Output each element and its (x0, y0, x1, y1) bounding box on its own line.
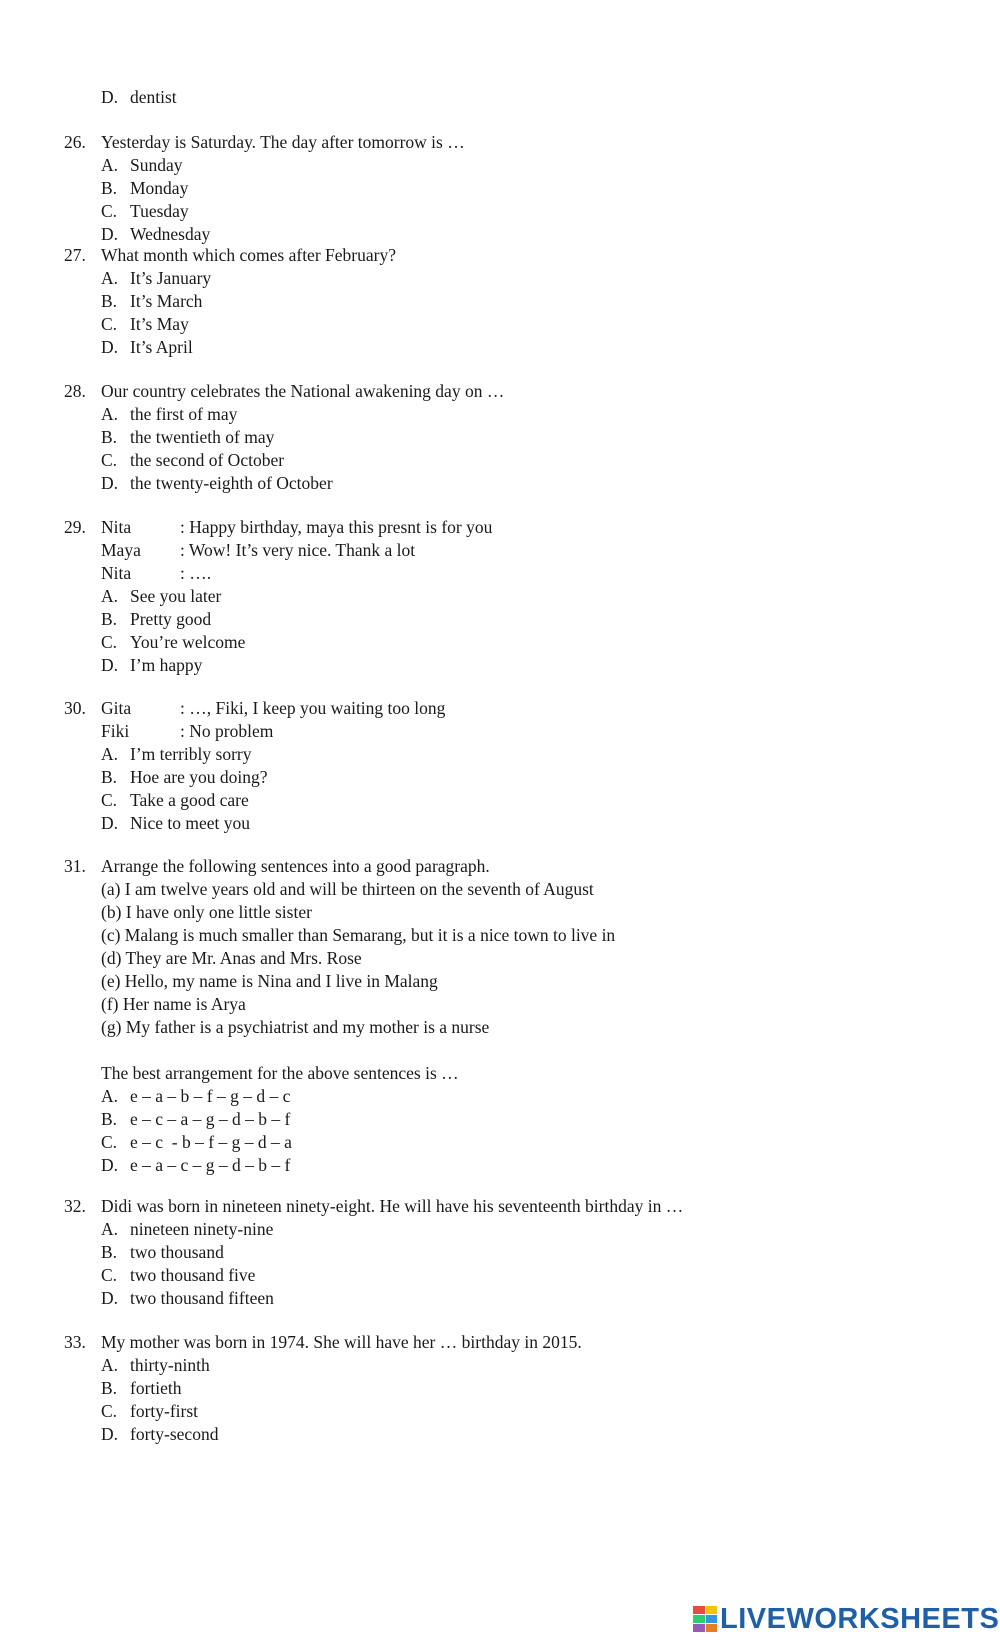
option-letter: C. (101, 314, 118, 334)
option-text: I’m terribly sorry (130, 744, 252, 764)
option-text: e – a – b – f – g – d – c (130, 1086, 291, 1106)
option-text: thirty-ninth (130, 1355, 210, 1375)
option-letter: D. (101, 473, 119, 493)
option-letter: B. (101, 1378, 118, 1398)
option-text: Sunday (130, 155, 183, 175)
option-letter: B. (101, 178, 118, 198)
option-text: e – c - b – f – g – d – a (130, 1132, 292, 1152)
option-text: It’s May (130, 314, 189, 334)
option-letter: D. (101, 813, 119, 833)
option-letter: B. (101, 1242, 118, 1262)
option-letter: C. (101, 201, 118, 221)
option-text: two thousand fifteen (130, 1288, 274, 1308)
option-text: two thousand (130, 1242, 224, 1262)
option-letter: C. (101, 450, 118, 470)
question-stem: My mother was born in 1974. She will have her … birthday in 2015. (101, 1332, 582, 1352)
option-letter: D. (101, 1288, 119, 1308)
sentence-item: (c) Malang is much smaller than Semarang, but it is a nice town to live in (101, 925, 616, 945)
option-text: Nice to meet you (130, 813, 251, 833)
option-letter: A. (101, 1086, 119, 1106)
option-letter: A. (101, 1219, 119, 1239)
option-text: the twenty-eighth of October (130, 473, 333, 493)
question-number: 26. (64, 132, 86, 152)
sentence-item: (b) I have only one little sister (101, 902, 312, 922)
question-number: 27. (64, 245, 86, 265)
question-stem: Yesterday is Saturday. The day after tomorrow is … (101, 132, 465, 152)
dialogue-speaker: Gita (101, 698, 132, 718)
option-letter: D. (101, 337, 119, 357)
option-letter: C. (101, 1132, 118, 1152)
option-text: It’s April (130, 337, 193, 357)
sentence-item: (g) My father is a psychiatrist and my mother is a nurse (101, 1017, 490, 1037)
option-letter: B. (101, 427, 118, 447)
option-letter: C. (101, 632, 118, 652)
option-text: You’re welcome (130, 632, 246, 652)
option-text: Monday (130, 178, 189, 198)
option-text: forty-second (130, 1424, 219, 1444)
option-text: Take a good care (130, 790, 249, 810)
dialogue-speaker: Nita (101, 517, 132, 537)
dialogue-line: : No problem (180, 721, 274, 741)
question-stem: Didi was born in nineteen ninety-eight. He will have his seventeenth birthday in … (101, 1196, 684, 1216)
option-letter: A. (101, 404, 119, 424)
option-text: forty-first (130, 1401, 199, 1421)
option-letter: D. (101, 224, 119, 244)
question-number: 32. (64, 1196, 86, 1216)
question-number: 28. (64, 381, 86, 401)
question-number: 33. (64, 1332, 86, 1352)
dialogue-speaker: Nita (101, 563, 132, 583)
dialogue-speaker: Maya (101, 540, 141, 560)
logo-text: LIVEWORKSHEETS (720, 1602, 1000, 1635)
liveworksheets-logo[interactable] (693, 1604, 999, 1634)
option-letter: A. (101, 586, 119, 606)
option-text: Pretty good (130, 609, 212, 629)
option-letter: D. (101, 87, 119, 107)
option-text: the second of October (130, 450, 285, 470)
option-text: fortieth (130, 1378, 182, 1398)
option-letter: C. (101, 790, 118, 810)
sentence-item: (f) Her name is Arya (101, 994, 246, 1014)
option-text: It’s January (130, 268, 212, 288)
option-text: It’s March (130, 291, 203, 311)
option-text: Wednesday (130, 224, 211, 244)
dialogue-line: : …. (180, 563, 212, 583)
option-letter: C. (101, 1265, 118, 1285)
option-text: See you later (130, 586, 222, 606)
option-letter: B. (101, 1109, 118, 1129)
option-letter: D. (101, 1155, 119, 1175)
option-text: e – c – a – g – d – b – f (130, 1109, 291, 1129)
option-text: dentist (130, 87, 177, 107)
arrangement-prompt: The best arrangement for the above sentences is … (101, 1063, 459, 1083)
question-stem: Our country celebrates the National awakening day on … (101, 381, 505, 401)
option-letter: B. (101, 767, 118, 787)
dialogue-line: : …, Fiki, I keep you waiting too long (180, 698, 446, 718)
question-number: 30. (64, 698, 86, 718)
sentence-item: (d) They are Mr. Anas and Mrs. Rose (101, 948, 362, 968)
option-letter: A. (101, 155, 119, 175)
question-stem: Arrange the following sentences into a good paragraph. (101, 856, 490, 876)
dialogue-speaker: Fiki (101, 721, 130, 741)
sentence-item: (a) I am twelve years old and will be thirteen on the seventh of August (101, 879, 594, 899)
option-letter: B. (101, 291, 118, 311)
option-letter: C. (101, 1401, 118, 1421)
option-letter: A. (101, 744, 119, 764)
question-stem: What month which comes after February? (101, 245, 396, 265)
option-text: I’m happy (130, 655, 203, 675)
option-text: Hoe are you doing? (130, 767, 268, 787)
option-text: e – a – c – g – d – b – f (130, 1155, 291, 1175)
question-number: 29. (64, 517, 86, 537)
liveworksheets-logo-icon (693, 1606, 717, 1632)
option-letter: A. (101, 268, 119, 288)
sentence-item: (e) Hello, my name is Nina and I live in Malang (101, 971, 438, 991)
option-letter: D. (101, 1424, 119, 1444)
option-text: the twentieth of may (130, 427, 275, 447)
question-number: 31. (64, 856, 86, 876)
option-text: nineteen ninety-nine (130, 1219, 274, 1239)
option-letter: B. (101, 609, 118, 629)
dialogue-line: : Wow! It’s very nice. Thank a lot (180, 540, 416, 560)
option-letter: D. (101, 655, 119, 675)
option-text: two thousand five (130, 1265, 256, 1285)
dialogue-line: : Happy birthday, maya this presnt is for you (180, 517, 493, 537)
option-text: the first of may (130, 404, 238, 424)
option-letter: A. (101, 1355, 119, 1375)
option-text: Tuesday (130, 201, 189, 221)
